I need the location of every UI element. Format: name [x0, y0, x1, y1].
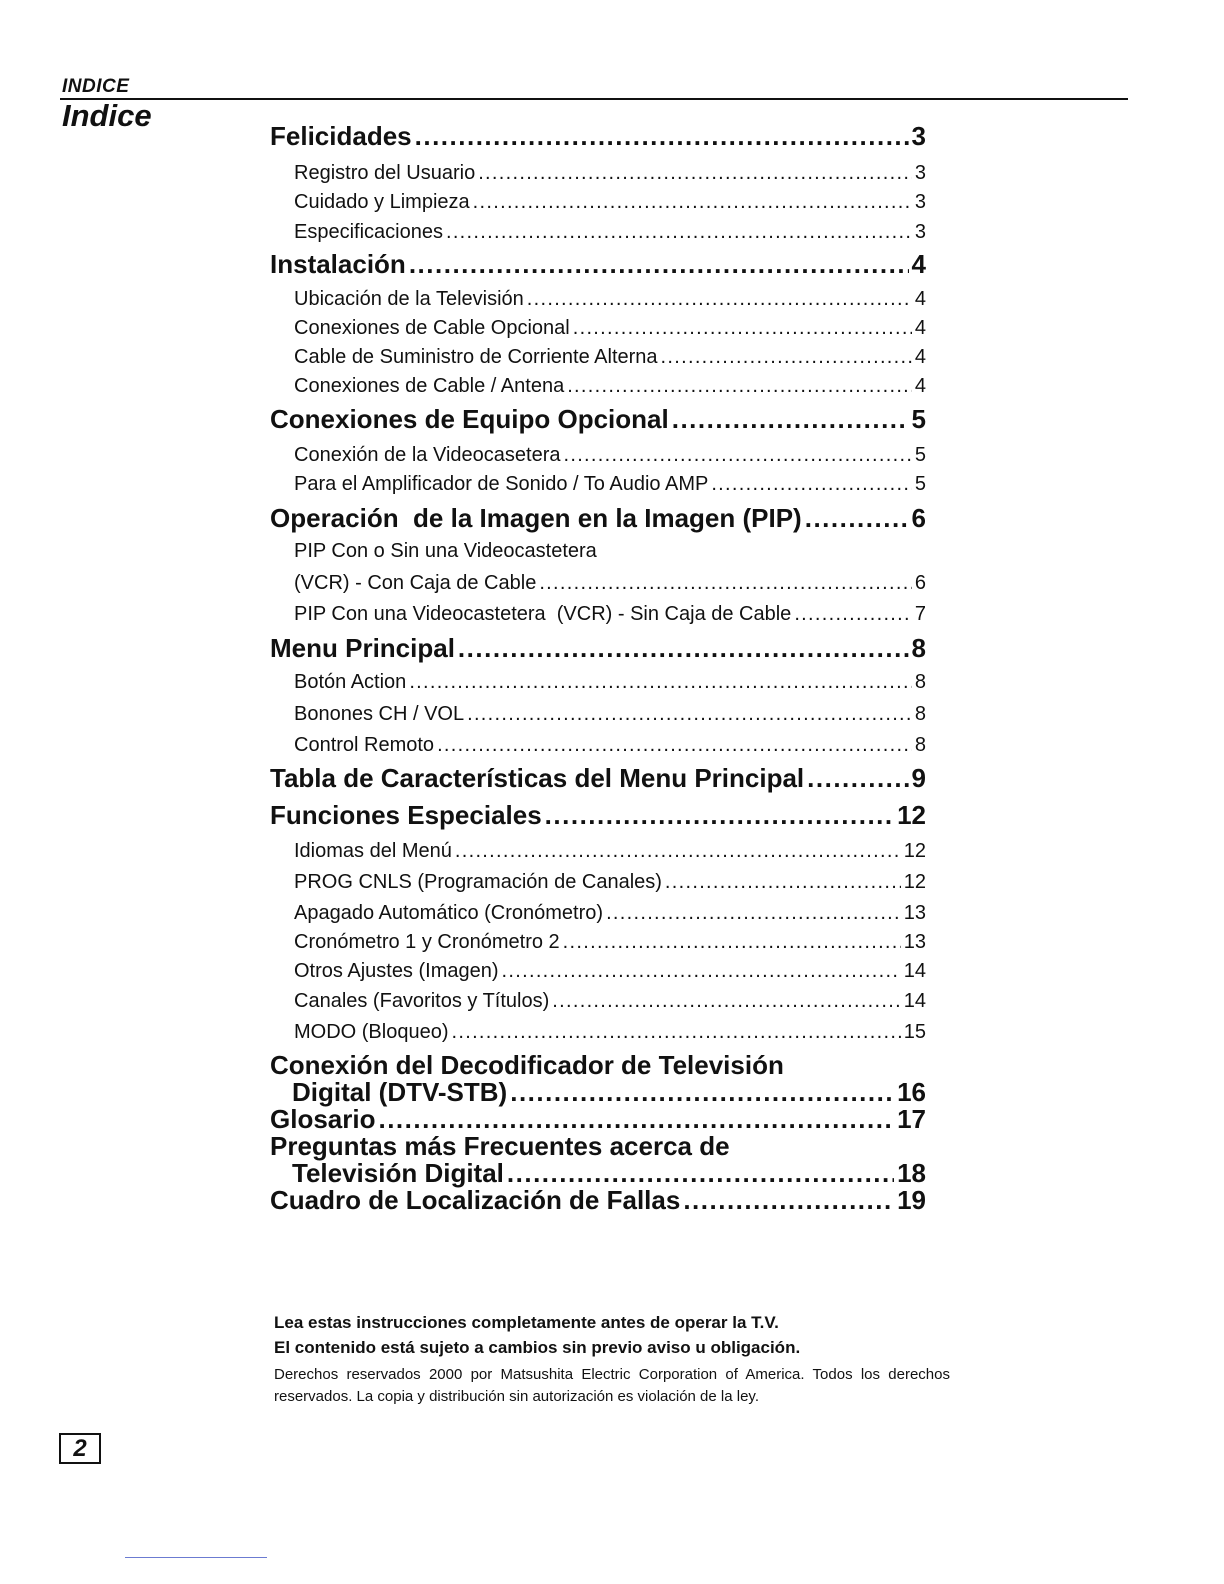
- toc-entry-conexion-dtv-line1: Conexión del Decodificador de Televisión: [270, 1050, 784, 1080]
- toc-title: Idiomas del Menú: [294, 840, 452, 862]
- notice-read-instructions: Lea estas instrucciones completamente antes de operar la T.V.: [274, 1313, 779, 1332]
- dot-leader: [437, 734, 912, 757]
- toc-page: 5: [914, 473, 926, 495]
- toc-title: MODO (Bloqueo): [294, 1021, 449, 1043]
- toc-title: Digital (DTV-STB): [292, 1077, 508, 1107]
- toc-entry-otros-ajustes: [270, 960, 926, 983]
- toc-page: 14: [903, 960, 926, 982]
- toc-entry-cable-suministro: [270, 346, 926, 369]
- dot-leader: [606, 902, 901, 925]
- notice-block: [274, 1310, 950, 1408]
- toc-title: Operación de la Imagen en la Imagen (PIP): [270, 503, 802, 533]
- toc-title: Glosario: [270, 1104, 376, 1134]
- toc-page: 18: [897, 1158, 926, 1188]
- toc-entry-pip-con-sin-line2: [270, 572, 926, 595]
- toc-page: 5: [911, 404, 926, 434]
- toc-page: 6: [911, 503, 926, 533]
- toc-page: 3: [911, 121, 926, 151]
- toc-entry-funciones: [270, 800, 926, 831]
- toc-title: Apagado Automático (Cronómetro): [294, 902, 604, 924]
- toc-title: Conexiones de Cable / Antena: [294, 375, 565, 397]
- dot-leader: [563, 931, 901, 954]
- toc-entry-conexiones-cable-antena: [270, 375, 926, 398]
- toc-entry-prog-cnls: [270, 871, 926, 894]
- toc-title: Conexión de la Videocasetera: [294, 444, 561, 466]
- toc-title: Conexiones de Equipo Opcional: [270, 404, 669, 434]
- toc-title: Menu Principal: [270, 633, 455, 663]
- dot-leader: [478, 162, 912, 185]
- dot-leader: [539, 572, 912, 595]
- toc-page: 14: [903, 990, 926, 1012]
- toc-title: Para el Amplificador de Sonido / To Audio AMP: [294, 473, 709, 495]
- toc-page: 4: [914, 317, 926, 339]
- toc-entry-amplificador: [270, 473, 926, 496]
- toc-page: 8: [914, 671, 926, 693]
- dot-leader: [563, 444, 911, 467]
- dot-leader: [458, 633, 909, 664]
- toc-page: 12: [897, 800, 926, 830]
- section-label: INDICE: [62, 76, 130, 97]
- toc-page: 4: [914, 288, 926, 310]
- toc-title: PIP Con una Videocastetera (VCR) - Sin Caja de Cable: [294, 603, 792, 625]
- toc-entry-tabla: [270, 763, 926, 794]
- toc-title: Otros Ajustes (Imagen): [294, 960, 499, 982]
- dot-leader: [502, 960, 901, 983]
- toc-page: 6: [914, 572, 926, 594]
- toc-title: Ubicación de la Televisión: [294, 288, 524, 310]
- toc-page: 8: [914, 703, 926, 725]
- dot-leader: [545, 800, 894, 831]
- toc-page: 3: [914, 221, 926, 243]
- dot-leader: [573, 317, 912, 340]
- bottom-divider: [125, 1557, 267, 1558]
- dot-leader: [683, 1185, 894, 1216]
- toc-entry-operacion-pip: [270, 503, 926, 534]
- toc-entry-ubicacion: [270, 288, 926, 311]
- dot-leader: [794, 603, 912, 626]
- dot-leader: [665, 871, 901, 894]
- dot-leader: [446, 221, 912, 244]
- toc-entry-cuidado: [270, 191, 926, 214]
- toc-title: Canales (Favoritos y Títulos): [294, 990, 550, 1012]
- dot-leader: [409, 249, 909, 280]
- dot-leader: [455, 840, 901, 863]
- toc-title: Botón Action: [294, 671, 407, 693]
- page-title: Indice: [62, 98, 152, 133]
- toc-entry-apagado: [270, 902, 926, 925]
- dot-leader: [552, 990, 900, 1013]
- dot-leader: [567, 375, 912, 398]
- toc-page: 13: [903, 931, 926, 953]
- toc-page: 12: [903, 840, 926, 862]
- dot-leader: [409, 671, 912, 694]
- toc-page: 17: [897, 1104, 926, 1134]
- dot-leader: [711, 473, 912, 496]
- toc-entry-menu-principal: [270, 633, 926, 664]
- toc-entry-cuadro: [270, 1185, 926, 1216]
- toc-title: (VCR) - Con Caja de Cable: [294, 572, 537, 594]
- toc-page: 4: [914, 375, 926, 397]
- toc-page: 3: [914, 162, 926, 184]
- toc-page: 19: [897, 1185, 926, 1215]
- toc-title: Registro del Usuario: [294, 162, 476, 184]
- toc-entry-especificaciones: [270, 221, 926, 244]
- toc-entry-preguntas-line1: Preguntas más Frecuentes acerca de: [270, 1131, 730, 1161]
- notice-subject-to-change: El contenido está sujeto a cambios sin previo aviso u obligación.: [274, 1338, 801, 1357]
- toc-title: Conexiones de Cable Opcional: [294, 317, 570, 339]
- toc-title: Cuidado y Limpieza: [294, 191, 470, 213]
- toc-entry-conexiones-equipo: [270, 404, 926, 435]
- dot-leader: [805, 503, 909, 534]
- toc-page: 4: [914, 346, 926, 368]
- toc-title: Funciones Especiales: [270, 800, 542, 830]
- toc-page: 8: [911, 633, 926, 663]
- dot-leader: [473, 191, 912, 214]
- toc-page: 5: [914, 444, 926, 466]
- toc-entry-control-remoto: [270, 734, 926, 757]
- toc-page: 12: [903, 871, 926, 893]
- toc-title: Especificaciones: [294, 221, 443, 243]
- dot-leader: [452, 1021, 901, 1044]
- toc-entry-modo: [270, 1021, 926, 1044]
- toc-entry-bonones-ch: [270, 703, 926, 726]
- dot-leader: [467, 703, 912, 726]
- toc-title: PROG CNLS (Programación de Canales): [294, 871, 662, 893]
- toc-entry-instalacion: [270, 249, 926, 280]
- toc-title: Tabla de Características del Menu Principal: [270, 763, 805, 793]
- toc-title: Televisión Digital: [292, 1158, 504, 1188]
- toc-entry-boton-action: [270, 671, 926, 694]
- toc-entry-canales: [270, 990, 926, 1013]
- toc-title: Instalación: [270, 249, 406, 279]
- toc-page: 13: [903, 902, 926, 924]
- dot-leader: [661, 346, 912, 369]
- toc-title: Bonones CH / VOL: [294, 703, 465, 725]
- toc-page: 16: [897, 1077, 926, 1107]
- dot-leader: [807, 763, 908, 794]
- toc-entry-pip-con-sin-line1: PIP Con o Sin una Videocastetera: [294, 540, 597, 562]
- dot-leader: [672, 404, 909, 435]
- toc-page: 15: [903, 1021, 926, 1043]
- toc-entry-pip-con-una: [270, 603, 926, 626]
- toc-title: Felicidades: [270, 121, 412, 151]
- toc-title: Cuadro de Localización de Fallas: [270, 1185, 681, 1215]
- toc-title: Cable de Suministro de Corriente Alterna: [294, 346, 658, 368]
- copyright-text: Derechos reservados 2000 por Matsushita Electric Corporation of America. Todos los derechos reservados. La copia y distribución sin autorización es violación de la ley.: [274, 1366, 950, 1405]
- toc-title: Cronómetro 1 y Cronómetro 2: [294, 931, 560, 953]
- toc-entry-conexion-videocasetera: [270, 444, 926, 467]
- toc-page: 4: [911, 249, 926, 279]
- toc-page: 9: [911, 763, 926, 793]
- dot-leader: [527, 288, 912, 311]
- toc-entry-conexiones-cable-opcional: [270, 317, 926, 340]
- toc-page: 7: [914, 603, 926, 625]
- toc-page: 8: [914, 734, 926, 756]
- toc-title: Control Remoto: [294, 734, 435, 756]
- toc-entry-cronometro: [270, 931, 926, 954]
- header-rule: [60, 98, 1128, 100]
- toc-entry-felicidades: [270, 121, 926, 152]
- dot-leader: [415, 121, 909, 152]
- toc-entry-idiomas: [270, 840, 926, 863]
- toc-page: 3: [914, 191, 926, 213]
- toc-entry-registro: [270, 162, 926, 185]
- page-number: 2: [59, 1433, 101, 1464]
